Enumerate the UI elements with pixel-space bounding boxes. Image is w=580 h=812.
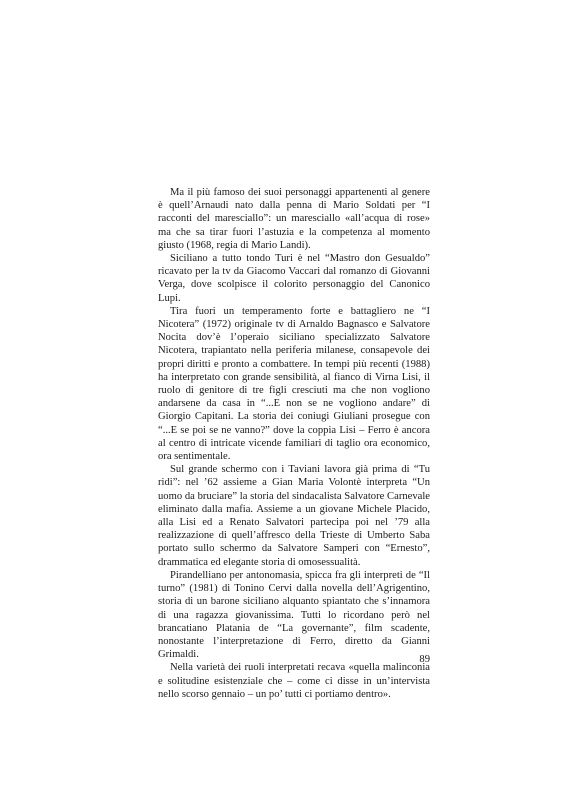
paragraph-1: Ma il più famoso dei suoi personaggi appartenenti al genere è quell’Arnaudi nato dalla penna di Mario Soldati per “I racconti del maresciallo”: un maresciallo «all’acqua di rose» ma che sa tirar fuori l’astuzia e la competenza al momento giusto (1968, regia di Mario Landi). xyxy=(158,187,430,251)
paragraph-4: Sul grande schermo con i Taviani lavora già prima di “Tu ridi”: nel ’62 assieme a Gian Maria Volontè interpreta “Un uomo da bruciare” la storia del sindacalista Salvatore Carnevale eliminato dalla mafia. Assieme a un giovane Michele Placido, alla Lisi ed a Renato Salvatori partecipa poi nel ’79 alla realizzazione di quell’affresco della Trieste di Umberto Saba portato sullo schermo da Salvatore Samperi con “Ernesto”, drammatica ed elegante storia di omosessualità. xyxy=(158,464,430,568)
paragraph-5: Pirandelliano per antonomasia, spicca fra gli interpreti de “Il turno” (1981) di Tonino Cervi dalla novella dell’Agrigentino, storia di un barone siciliano alquanto spiantato che s’innamora di una ragazza giovanissima. Tutti lo ricordano però nel brancatiano Platania de “La governante”, film scadente, nonostante l’interpretazione di Ferro, diretto da Gianni Grimaldi. xyxy=(158,569,430,661)
page-number: 89 xyxy=(419,654,430,665)
paragraph-6: Nella varietà dei ruoli interpretati recava «quella malinconia e solitudine esistenziale che – come ci disse in un’intervista nello scorso gennaio – un po’ tutti ci portiamo dentro». xyxy=(158,662,430,700)
paragraph-3: Tira fuori un temperamento forte e battagliero ne “I Nicotera” (1972) originale tv di Arnaldo Bagnasco e Salvatore Nocita dov’è l’operaio siciliano specializzato Salvatore Nicotera, trapiantato nella periferia milanese, consapevole dei propri diritti e pronto a combattere. In tempi più recenti (1988) ha interpretato con grande sensibilità, al fianco di Virna Lisi, il ruolo di genitore di tre figli cresciuti ma che non vogliono andarsene da casa in “...E non se ne vogliono andare” di Giorgio Capitani. La storia dei coniugi Giuliani prosegue con “...E se poi se ne vanno?” dove la coppia Lisi – Ferro è ancora al centro di intricate vicende familiari di taglio ora economico, ora sentimentale. xyxy=(158,305,430,463)
paragraph-2: Siciliano a tutto tondo Turi è nel “Mastro don Gesualdo” ricavato per la tv da Giacomo Vaccari dal romanzo di Giovanni Verga, dove scolpisce il colorito personaggio del Canonico Lupi. xyxy=(158,253,430,304)
body-text xyxy=(158,186,430,701)
